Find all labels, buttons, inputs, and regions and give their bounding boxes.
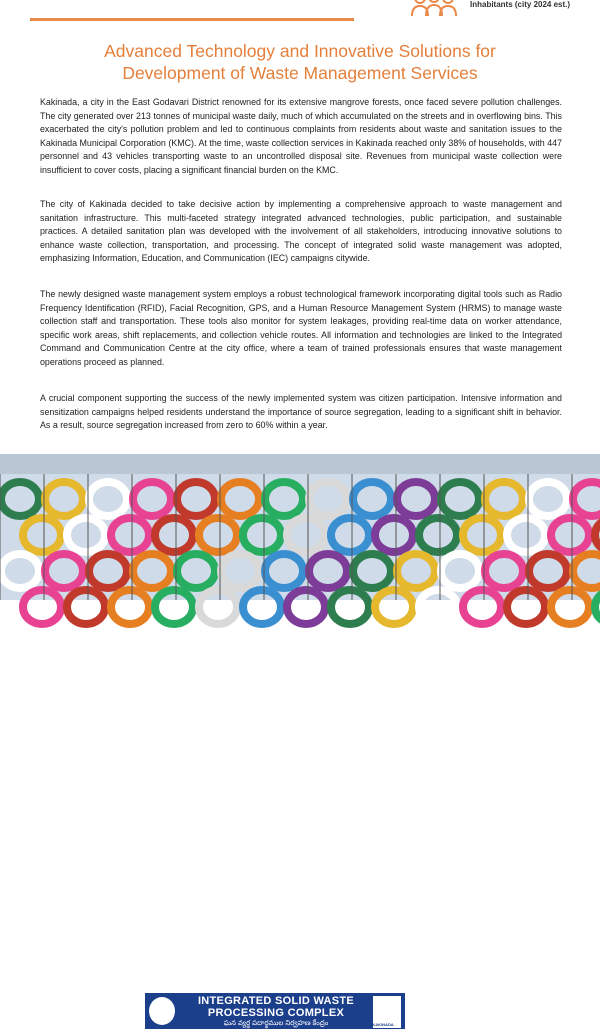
paragraph-1: Kakinada, a city in the East Godavari District renowned for its extensive mangrove forests, once faced severe pollution challenges. The city generated over 213 tonnes of municipal waste daily, much of which accumulated on the streets and in overflowing bins. This exacerbated the city's pollution problem and led to continuous complaints from residents about waste and sanitation issues to the Kakinada Municipal Corporation (KMC). At the time, waste collection services in Kakinada reached only 38% of households, with 447 personnel and 43 vehicles transporting waste to an uncontrolled disposal site. Revenues from municipal waste collection were insufficient to cover costs, placing a significant financial burden on the KMC. — [40, 97, 562, 175]
header-accent-bar — [30, 0, 354, 21]
sign-title-line-1: INTEGRATED SOLID WASTE — [197, 995, 355, 1007]
government-emblem-icon — [149, 997, 175, 1025]
sign-brand: KAKINADA — [372, 1022, 394, 1027]
inhabitants-label: Inhabitants (city 2024 est.) — [470, 0, 571, 9]
paragraph-2: The city of Kakinada decided to take decisive action by implementing a comprehensive approach to waste management and sanitation infrastructure. This multi-faceted strategy integrated advanced technologies, public participation, and sustainable practices. A detailed sanitation plan was developed with the involvement of all stakeholders, introducing innovative solutions to enhance waste collection, transportation, and processing. The concept of integrated solid waste management was adopted, emphasizing Information, Education, and Communication (IEC) campaigns citywide. — [40, 199, 562, 264]
paragraph-3: The newly designed waste management system employs a robust technological framework incorporating digital tools such as Radio Frequency Identification (RFID), Facial Recognition, GPS, and a Human Resource Management System (HRMS) to manage waste collection staff and transportation. These tools also monitor for system leakages, providing real-time data on worker attendance, specific work areas, shift replacements, and collection vehicle routes. All information and technologies are linked to the Integrated Command and Communication Centre at the city office, where a team of trained professionals ensures that waste management operations proceed as planned. — [40, 289, 562, 367]
sign-telugu-line: ఘన వ్యర్థ పదార్థముల నిర్వహణ కేంద్రం — [223, 1020, 329, 1027]
paragraph-4: A crucial component supporting the success of the newly implemented system was citizen participation. Intensive information and sensitization campaigns helped residents understand the importance of source segregation, leading to a significant shift in behavior. As a result, source segregation increased from zero to 60% within a year. — [40, 393, 562, 431]
sign-title-line-2: PROCESSING COMPLEX — [207, 1007, 345, 1019]
facility-sign — [143, 991, 407, 1031]
title-line-2: Development of Waste Management Services — [122, 63, 478, 83]
facility-photo — [0, 454, 600, 1027]
title-line-1: Advanced Technology and Innovative Solutions for — [104, 41, 496, 61]
page-title — [30, 40, 570, 84]
kakinada-logo-icon — [373, 996, 401, 1028]
people-icon — [406, 0, 462, 18]
tyre — [595, 590, 600, 624]
tyre-wall-illustration — [0, 454, 600, 600]
